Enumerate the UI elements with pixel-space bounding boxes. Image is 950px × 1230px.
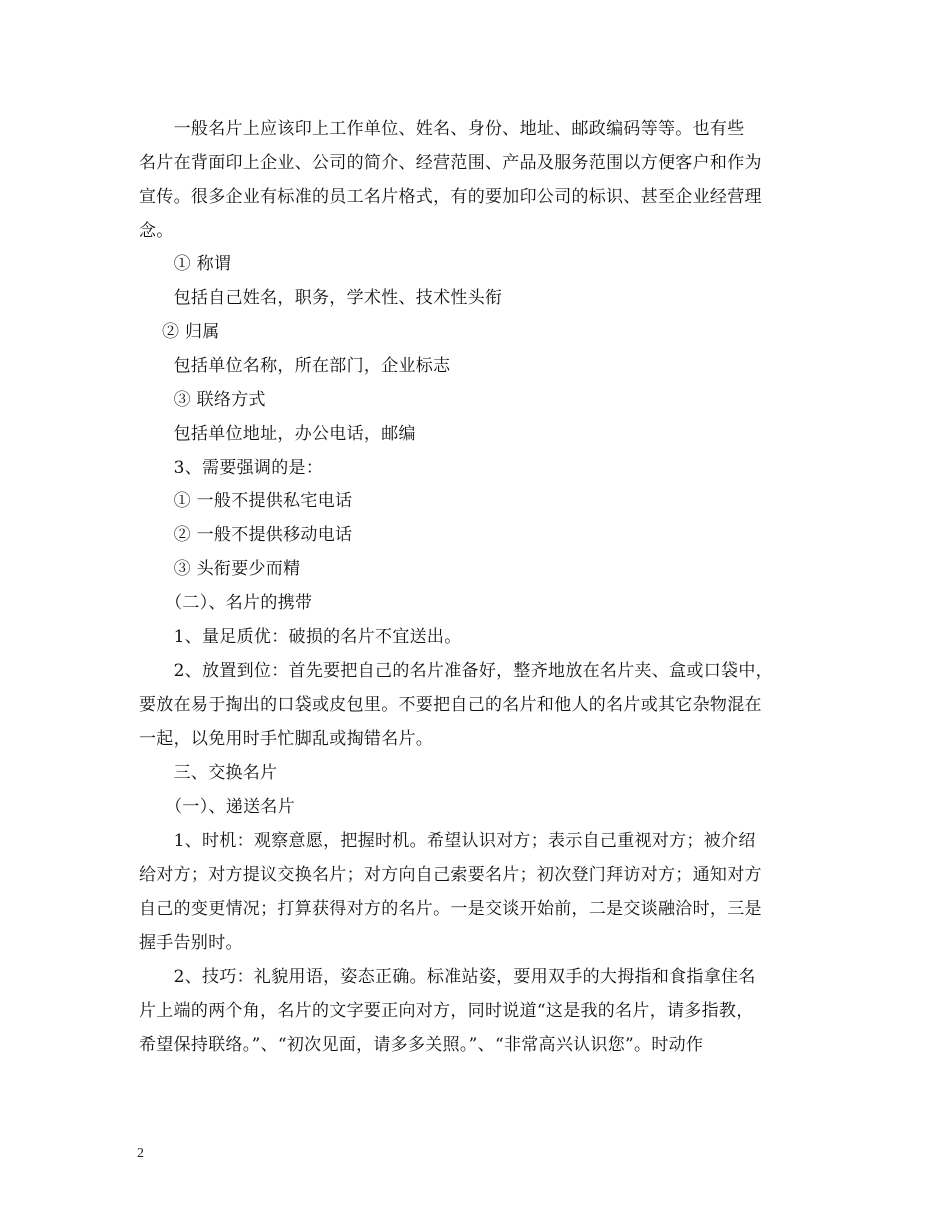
text-line: 宣传。很多企业有标准的员工名片格式，有的要加印公司的标识、甚至企业经营理 xyxy=(139,187,762,207)
list-item: ② 一般不提供移动电话 xyxy=(139,525,353,545)
list-item: 包括单位名称，所在部门，企业标志 xyxy=(139,356,451,376)
text-line: 握手告别时。 xyxy=(139,933,243,953)
list-item: ① 一般不提供私宅电话 xyxy=(139,491,353,511)
text-line: 一般名片上应该印上工作单位、姓名、身份、地址、邮政编码等等。也有些 xyxy=(139,119,745,139)
text-line: 要放在易于掏出的口袋或皮包里。不要把自己的名片和他人的名片或其它杂物混在 xyxy=(139,695,762,715)
list-item: 3、需要强调的是： xyxy=(139,458,324,478)
text-line: 自己的变更情况；打算获得对方的名片。一是交谈开始前，二是交谈融洽时，三是 xyxy=(139,899,762,919)
list-item: ③ 联络方式 xyxy=(139,390,266,410)
text-line: 名片在背面印上企业、公司的简介、经营范围、产品及服务范围以方便客户和作为 xyxy=(139,153,762,173)
text-line: 念。 xyxy=(139,221,174,241)
section-heading: 三、交换名片 xyxy=(139,763,278,783)
list-item: 包括单位地址，办公电话，邮编 xyxy=(139,424,416,444)
subsection-heading: （一）、递送名片 xyxy=(139,797,295,817)
list-item: ① 称谓 xyxy=(139,254,232,274)
text-line: 2、放置到位：首先要把自己的名片准备好，整齐地放在名片夹、盒或口袋中， xyxy=(139,661,773,681)
text-line: 片上端的两个角，名片的文字要正向对方，同时说道“这是我的名片，请多指教， xyxy=(139,1001,754,1021)
list-item: ③ 头衔要少而精 xyxy=(139,559,301,579)
text-line: 希望保持联络。”、“初次见面，请多多关照。”、“非常高兴认识您”。时动作 xyxy=(139,1035,704,1055)
text-line: 一起，以免用时手忙脚乱或掏错名片。 xyxy=(139,729,434,749)
section-heading: （二）、名片的携带 xyxy=(139,593,313,613)
text-line: 2、技巧：礼貌用语，姿态正确。标准站姿，要用双手的大拇指和食指拿住名 xyxy=(139,967,756,987)
text-line: 给对方；对方提议交换名片；对方向自己索要名片；初次登门拜访对方；通知对方 xyxy=(139,865,762,885)
list-item: ② 归属 xyxy=(139,322,220,342)
list-item: 1、量足质优：破损的名片不宜送出。 xyxy=(139,627,462,647)
list-item: 包括自己姓名，职务，学术性、技术性头衔 xyxy=(139,288,503,308)
text-line: 1、时机：观察意愿，把握时机。希望认识对方；表示自己重视对方；被介绍 xyxy=(139,831,756,851)
page-number: 2 xyxy=(137,1146,144,1161)
